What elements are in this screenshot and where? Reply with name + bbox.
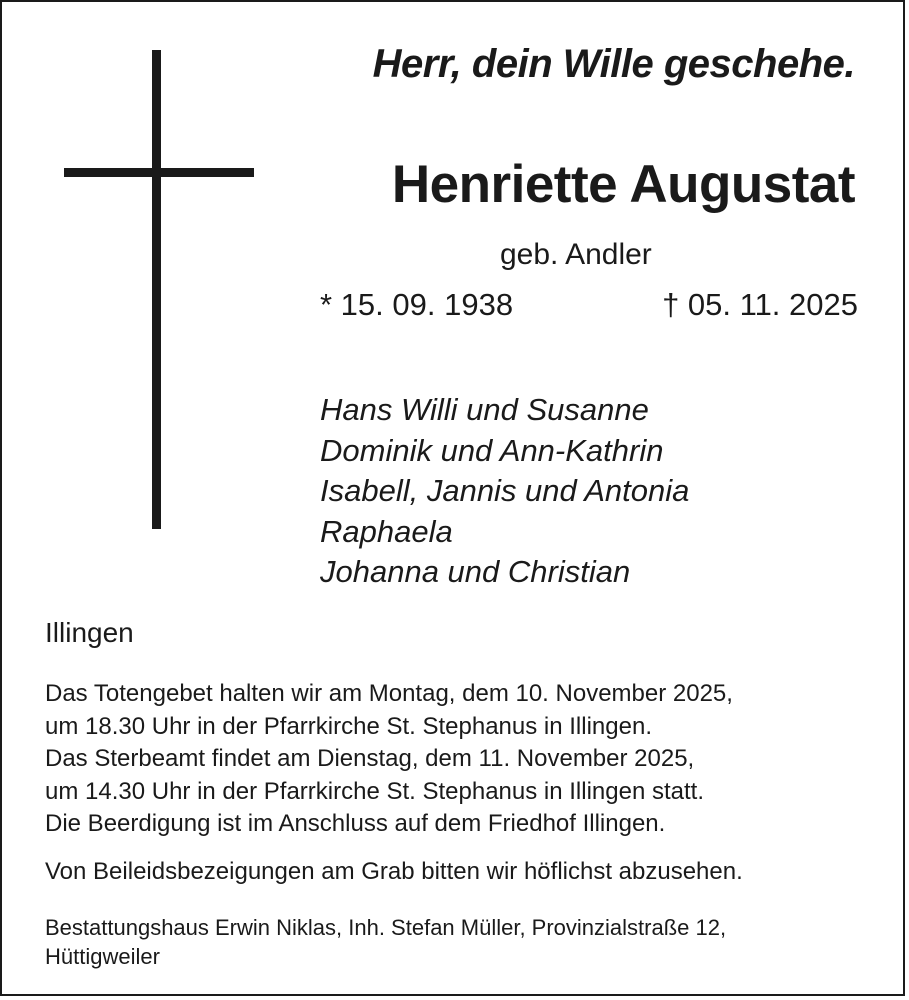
service-line: Das Sterbeamt findet am Dienstag, dem 11. November 2025, [45,745,695,772]
undertaker-line: Bestattungshaus Erwin Niklas, Inh. Stefan Müller, Provinzialstraße 12, [45,915,727,940]
family-member: Raphaela [320,513,453,549]
service-details [45,678,733,841]
family-list [320,390,689,593]
condolence-request: Von Beileidsbezeigungen am Grab bitten wir höflichst abzusehen. [45,858,743,885]
service-line: Das Totengebet halten wir am Montag, dem 10. November 2025, [45,680,733,707]
deceased-name: Henriette Augustat [391,155,855,214]
undertaker-info [45,914,726,971]
undertaker-line: Hüttigweiler [45,943,160,969]
birth-name: geb. Andler [500,238,652,271]
service-line: um 18.30 Uhr in der Pfarrkirche St. Stephanus in Illingen. [45,712,652,740]
cross-vertical-beam [152,50,161,529]
death-date: † 05. 11. 2025 [662,287,858,322]
family-member: Dominik und Ann-Kathrin [320,432,664,468]
service-line: Die Beerdigung ist im Anschluss auf dem Friedhof Illingen. [45,810,666,837]
family-member: Hans Willi und Susanne [320,392,649,427]
cross-horizontal-beam [64,168,254,177]
birth-date: * 15. 09. 1938 [320,287,514,322]
motto-heading: Herr, dein Wille geschehe. [372,42,855,86]
service-line: um 14.30 Uhr in der Pfarrkirche St. Stephanus in Illingen statt. [45,777,705,805]
family-member: Johanna und Christian [320,554,631,589]
place-name: Illingen [45,617,134,648]
family-member: Isabell, Jannis und Antonia [320,473,690,508]
